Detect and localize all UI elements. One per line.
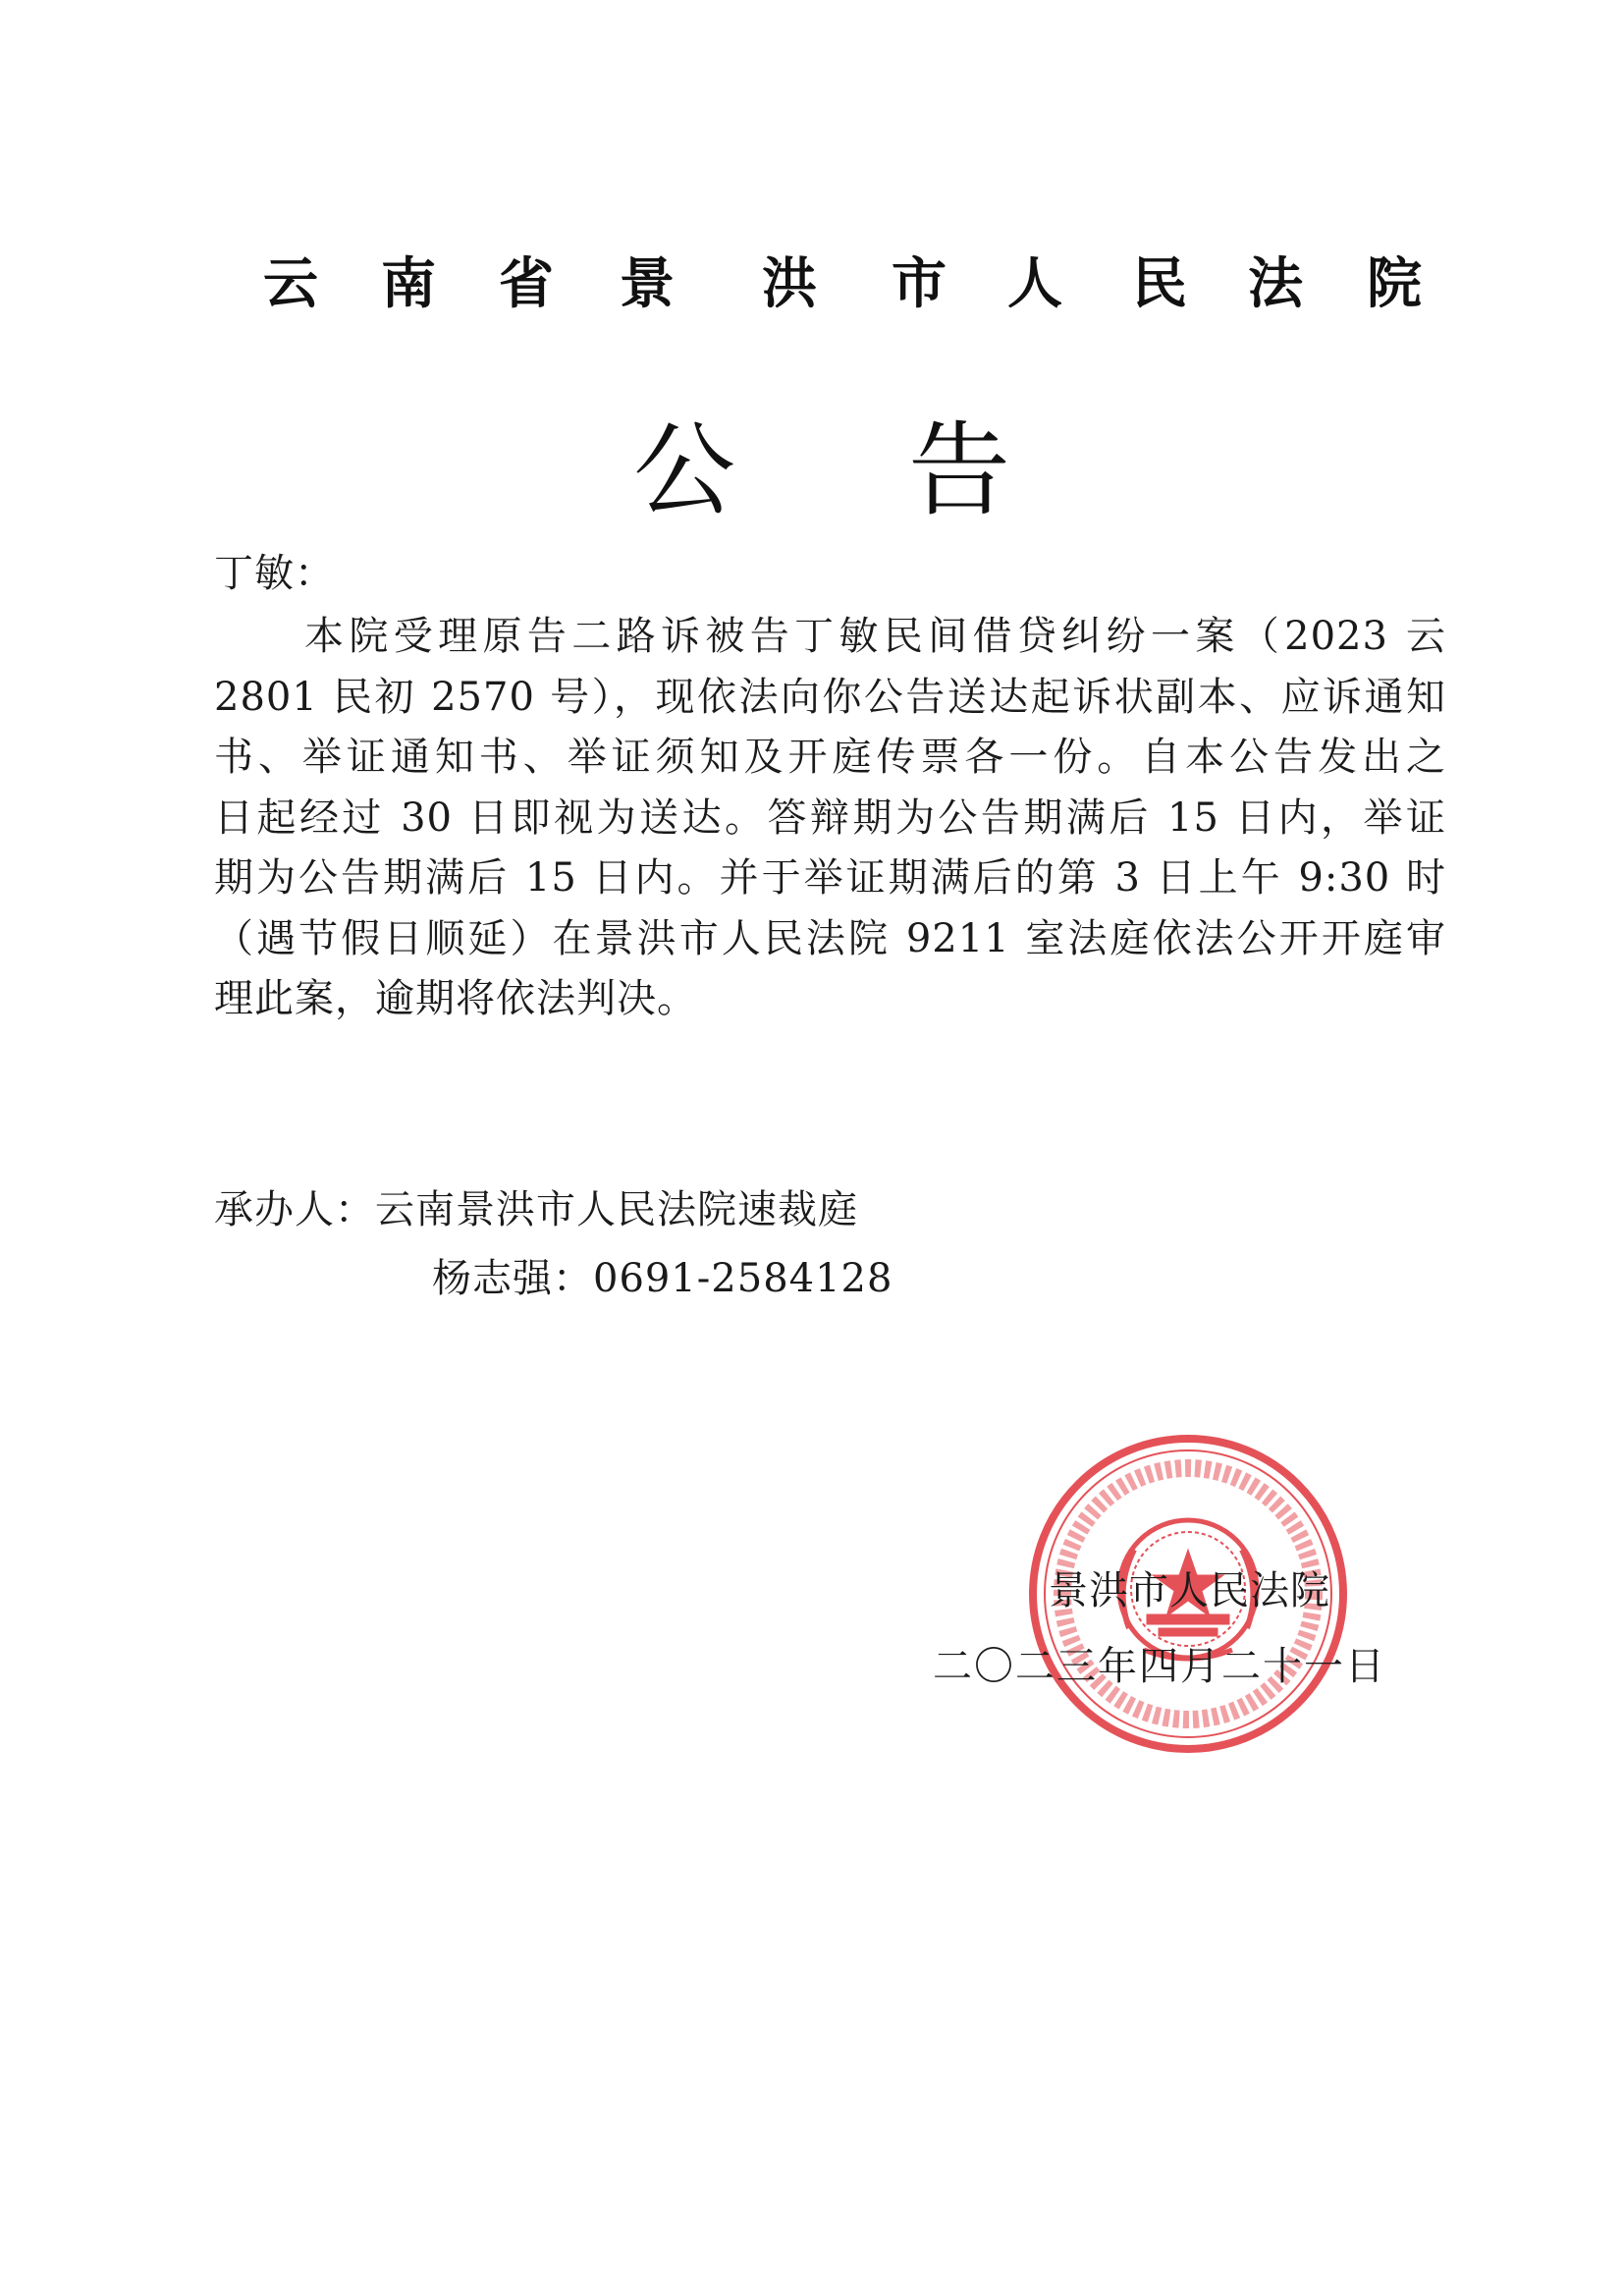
body-line: 本院受理原告二路诉被告丁敏民间借贷纠纷一案（2023 云 xyxy=(304,614,1446,659)
court-name-char: 人 xyxy=(1007,251,1062,316)
court-name-char: 院 xyxy=(1367,251,1422,316)
court-name-char: 洪 xyxy=(762,251,817,316)
court-name-char: 省 xyxy=(499,251,554,316)
notice-body xyxy=(214,607,1446,1030)
court-name-char: 民 xyxy=(1132,251,1187,316)
court-name-char: 法 xyxy=(1248,251,1303,316)
handler-line: 承办人：云南景洪市人民法院速裁庭 xyxy=(214,1187,858,1232)
body-line: 日起经过 30 日即视为送达。答辩期为公告期满后 15 日内，举证 xyxy=(214,794,1446,841)
notice-title xyxy=(0,388,1623,530)
issue-date: 二〇二三年四月二十一日 xyxy=(933,1644,1386,1689)
notice-title-char: 公 xyxy=(633,410,736,530)
body-line: 理此案，逾期将依法判决。 xyxy=(214,976,697,1021)
notice-title-char: 告 xyxy=(908,410,1011,530)
addressee: 丁敏： xyxy=(214,551,335,596)
issuing-court: 景洪市人民法院 xyxy=(1049,1568,1330,1613)
court-name-char: 景 xyxy=(620,251,675,316)
court-name-char: 南 xyxy=(381,251,436,316)
body-line: 期为公告期满后 15 日内。并于举证期满后的第 3 日上午 9:30 时 xyxy=(214,855,1446,901)
court-name-char: 云 xyxy=(263,251,318,316)
body-line: 书、举证通知书、举证须知及开庭传票各一份。自本公告发出之 xyxy=(214,735,1446,780)
body-line: 2801 民初 2570 号），现依法向你公告送达起诉状副本、应诉通知 xyxy=(214,674,1446,720)
handler-contact: 杨志强：0691-2584128 xyxy=(432,1256,893,1301)
body-line: （遇节假日顺延）在景洪市人民法院 9211 室法庭依法公开开庭审 xyxy=(214,915,1446,961)
court-name-char: 市 xyxy=(892,251,947,316)
